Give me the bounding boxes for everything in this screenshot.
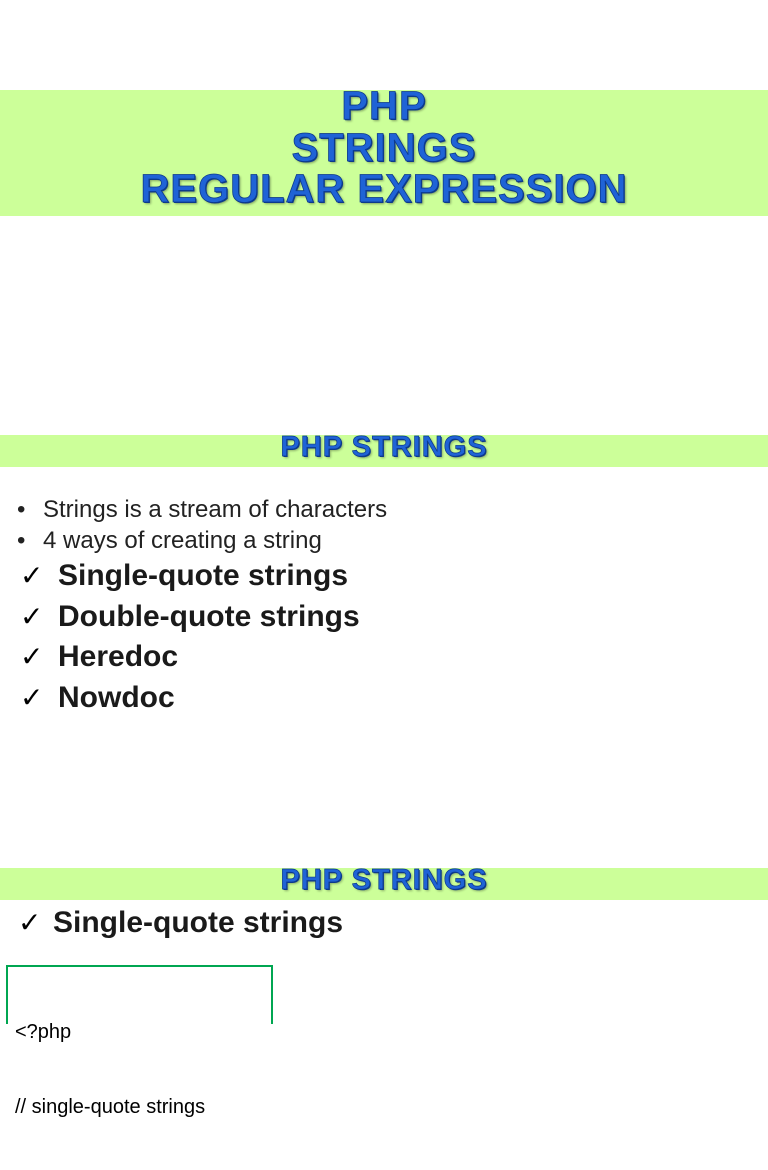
checklist-item-text: Double-quote strings xyxy=(58,599,360,633)
list-item xyxy=(17,494,387,525)
title-line-strings: STRINGS xyxy=(291,125,477,170)
check-icon: ✓ xyxy=(18,906,42,939)
checklist-item xyxy=(18,903,343,944)
heading-banner xyxy=(0,864,768,900)
bullet-list xyxy=(17,494,387,556)
heading-banner xyxy=(0,431,768,467)
list-item-text: Strings is a stream of characters xyxy=(43,496,388,523)
checklist-item-text: Heredoc xyxy=(58,640,179,674)
checklist-item xyxy=(20,597,360,638)
title-line-regular-expression: REGULAR EXPRESSION xyxy=(140,167,628,211)
checklist-item xyxy=(20,678,360,719)
check-icon: ✓ xyxy=(20,681,44,715)
code-block xyxy=(6,965,273,1118)
checklist-item-text: Nowdoc xyxy=(58,681,175,715)
check-icon: ✓ xyxy=(20,559,44,592)
slide-heading: PHP STRINGS xyxy=(280,431,488,463)
bullet-icon: • xyxy=(17,527,26,554)
checklist-item xyxy=(20,637,360,678)
checklist-item-text: Single-quote strings xyxy=(58,559,349,592)
bullet-icon: • xyxy=(17,496,26,523)
checklist xyxy=(20,556,360,719)
slide-heading: PHP STRINGS xyxy=(280,864,488,896)
check-icon: ✓ xyxy=(20,640,44,674)
checklist-item-text: Single-quote strings xyxy=(53,906,344,939)
code-line: <?php xyxy=(15,1021,72,1043)
check-icon: ✓ xyxy=(20,599,44,633)
presentation-title xyxy=(0,86,768,211)
checklist-item xyxy=(20,556,360,597)
list-item xyxy=(17,525,387,556)
list-item-text: 4 ways of creating a string xyxy=(43,527,322,554)
code-line: // single-quote strings xyxy=(15,1096,206,1118)
checklist xyxy=(18,903,343,944)
title-line-php: PHP xyxy=(341,84,427,128)
